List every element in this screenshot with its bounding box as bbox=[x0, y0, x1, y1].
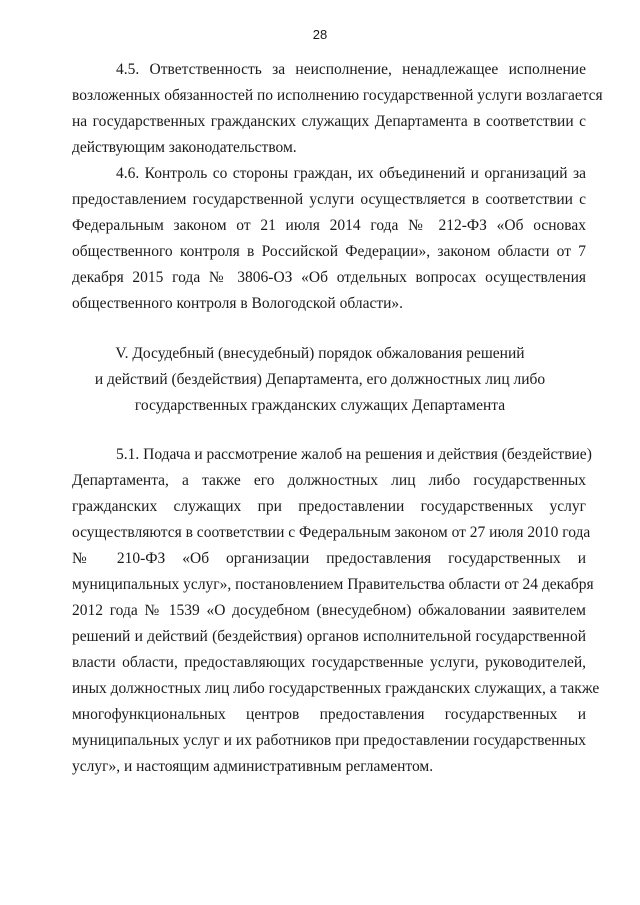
heading-line: V. Досудебный (внесудебный) порядок обжалования решений bbox=[115, 345, 525, 362]
text-line: власти области, предоставляющих государственные услуги, руководителей, bbox=[72, 654, 586, 671]
heading-line: и действий (бездействия) Департамента, его должностных лиц либо bbox=[94, 371, 546, 388]
text-line: муниципальных услуг и их работников при предоставлении государственных bbox=[72, 732, 586, 749]
text-line: 2012 года № 1539 «О досудебном (внесудебном) обжаловании заявителем bbox=[72, 602, 586, 619]
text-line: общественного контроля в Вологодской области». bbox=[72, 295, 404, 312]
text-line: возложенных обязанностей по исполнению государственной услуги возлагается bbox=[72, 87, 603, 104]
text-line: 5.1. Подача и рассмотрение жалоб на решения и действия (бездействие) bbox=[116, 446, 592, 463]
text-line: № 210-ФЗ «Об организации предоставления государственных и bbox=[72, 550, 586, 567]
text-line: декабря 2015 года № 3806-ОЗ «Об отдельных вопросах осуществления bbox=[72, 269, 586, 286]
text-line: муниципальных услуг», постановлением Правительства области от 24 декабря bbox=[72, 576, 594, 593]
text-line: на государственных гражданских служащих Департамента в соответствии с bbox=[72, 113, 586, 130]
page-number: 28 bbox=[312, 27, 328, 42]
text-line: действующим законодательством. bbox=[72, 139, 297, 156]
text-line: осуществляются в соответствии с Федеральным законом от 27 июля 2010 года bbox=[72, 524, 591, 541]
text-line: иных должностных лиц либо государственных гражданских служащих, а также bbox=[72, 680, 600, 697]
text-line: гражданских служащих при предоставлении государственных услуг bbox=[72, 498, 586, 515]
text-line: 4.6. Контроль со стороны граждан, их объединений и организаций за bbox=[116, 165, 586, 182]
heading-line: государственных гражданских служащих Департамента bbox=[134, 397, 506, 414]
text-line: предоставлением государственной услуги осуществляется в соответствии с bbox=[72, 191, 586, 208]
text-line: Федеральным законом от 21 июля 2014 года № 212-ФЗ «Об основах bbox=[72, 217, 586, 234]
text-line: Департамента, а также его должностных лиц либо государственных bbox=[72, 472, 586, 489]
text-line: услуг», и настоящим административным регламентом. bbox=[72, 758, 434, 775]
text-line: многофункциональных центров предоставления государственных и bbox=[72, 706, 586, 723]
text-line: общественного контроля в Российской Федерации», законом области от 7 bbox=[72, 243, 586, 260]
text-line: решений и действий (бездействия) органов исполнительной государственной bbox=[72, 628, 586, 645]
text-line: 4.5. Ответственность за неисполнение, ненадлежащее исполнение bbox=[116, 61, 586, 78]
